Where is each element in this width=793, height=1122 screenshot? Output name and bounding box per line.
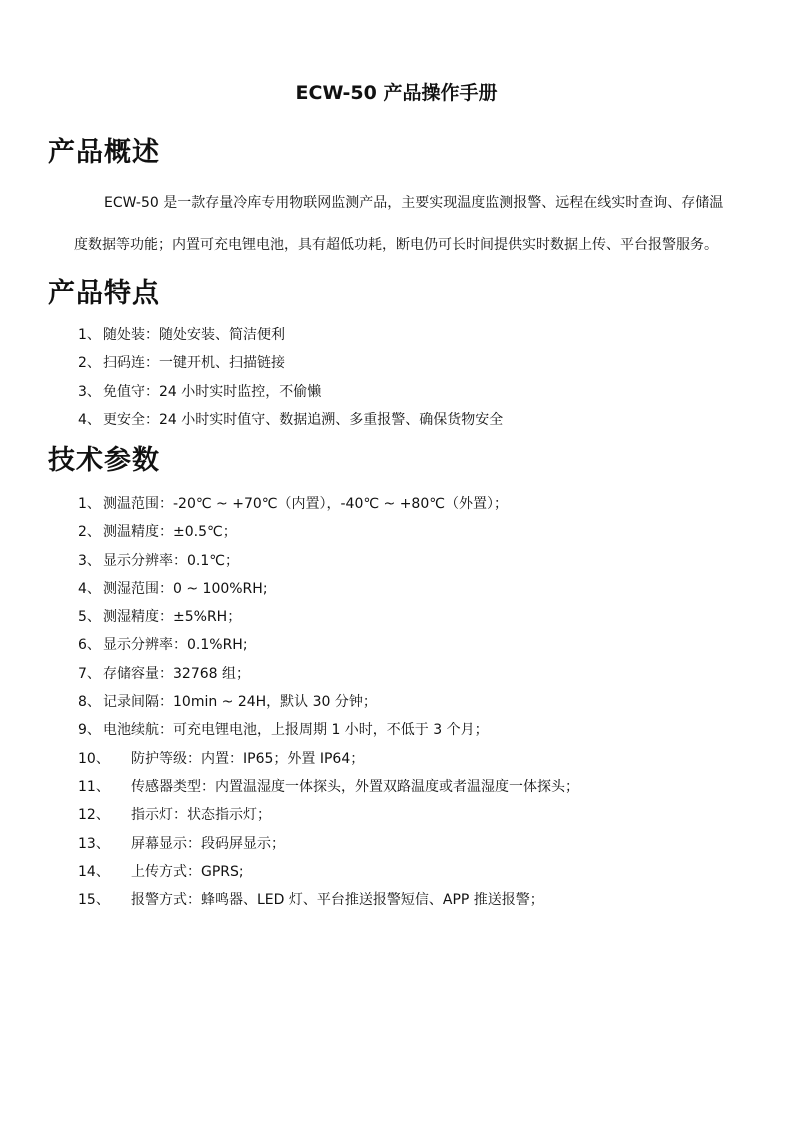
item-number: 6、 <box>78 637 101 654</box>
overview-paragraph-line-1: ECW-50 是一款存量冷库专用物联网监测产品，主要实现温度监测报警、远程在线实时查询、存储温 <box>104 195 724 211</box>
item-number: 9、 <box>78 722 101 739</box>
list-item <box>78 777 579 805</box>
list-item <box>78 551 579 579</box>
item-number: 2、 <box>78 355 101 372</box>
list-item <box>78 579 579 607</box>
item-number: 14、 <box>78 863 110 880</box>
item-text: 显示分辨率：0.1℃； <box>103 552 239 569</box>
section-heading-overview: 产品概述 <box>48 137 160 168</box>
list-item <box>78 720 579 748</box>
list-item <box>78 664 579 692</box>
item-number: 12、 <box>78 807 110 824</box>
item-text: 免值守：24 小时实时监控，不偷懒 <box>103 383 322 400</box>
list-item <box>78 890 579 918</box>
item-text: 传感器类型：内置温湿度一体探头，外置双路温度或者温湿度一体探头； <box>131 778 579 795</box>
item-number: 3、 <box>78 383 101 400</box>
item-number: 1、 <box>78 496 101 512</box>
item-text: 显示分辨率：0.1%RH; <box>103 637 248 654</box>
features-list <box>78 325 503 438</box>
item-number: 1、 <box>78 327 101 343</box>
item-text: 记录间隔：10min ~ 24H，默认 30 分钟； <box>103 694 377 711</box>
page-title: ECW-50 产品操作手册 <box>295 82 498 104</box>
list-item <box>78 635 579 663</box>
list-item <box>78 692 579 720</box>
list-item <box>78 805 579 833</box>
list-item <box>78 353 503 381</box>
list-item <box>78 607 579 635</box>
section-heading-features: 产品特点 <box>48 278 160 309</box>
item-text: 屏幕显示：段码屏显示； <box>131 835 285 852</box>
item-text: 电池续航：可充电锂电池，上报周期 1 小时，不低于 3 个月； <box>103 722 489 739</box>
list-item <box>78 834 579 862</box>
item-text: 测湿范围：0 ~ 100%RH; <box>103 580 268 597</box>
list-item <box>78 325 503 353</box>
list-item <box>78 862 579 890</box>
list-item <box>78 410 503 438</box>
item-number: 4、 <box>78 580 101 597</box>
list-item <box>78 494 579 522</box>
item-number: 5、 <box>78 609 101 626</box>
item-number: 3、 <box>78 552 101 569</box>
item-text: 测温范围：-20℃ ~ +70℃（内置），-40℃ ~ +80℃（外置）； <box>103 496 508 512</box>
item-text: 防护等级：内置：IP65；外置 IP64； <box>131 750 365 767</box>
item-text: 报警方式：蜂鸣器、LED 灯、平台推送报警短信、APP 推送报警； <box>131 892 544 909</box>
item-number: 13、 <box>78 835 110 852</box>
item-number: 11、 <box>78 778 110 795</box>
item-text: 随处装：随处安装、简洁便利 <box>103 327 285 343</box>
item-text: 上传方式：GPRS; <box>131 863 244 880</box>
list-item <box>78 522 579 550</box>
specs-list <box>78 494 579 918</box>
item-text: 测湿精度：±5%RH； <box>103 609 242 626</box>
section-heading-specs: 技术参数 <box>48 445 160 476</box>
item-number: 8、 <box>78 694 101 711</box>
list-item <box>78 382 503 410</box>
item-number: 4、 <box>78 411 101 428</box>
item-text: 扫码连：一键开机、扫描链接 <box>103 355 285 372</box>
overview-paragraph-line-2: 度数据等功能；内置可充电锂电池，具有超低功耗，断电仍可长时间提供实时数据上传、平台报警服务。 <box>74 237 718 253</box>
list-item <box>78 749 579 777</box>
item-text: 指示灯：状态指示灯； <box>131 807 271 824</box>
item-number: 7、 <box>78 665 101 682</box>
item-number: 10、 <box>78 750 110 767</box>
item-number: 2、 <box>78 524 101 541</box>
item-text: 存储容量：32768 组； <box>103 665 250 682</box>
item-number: 15、 <box>78 892 110 909</box>
item-text: 测温精度：±0.5℃； <box>103 524 237 541</box>
item-text: 更安全：24 小时实时值守、数据追溯、多重报警、确保货物安全 <box>103 411 504 428</box>
